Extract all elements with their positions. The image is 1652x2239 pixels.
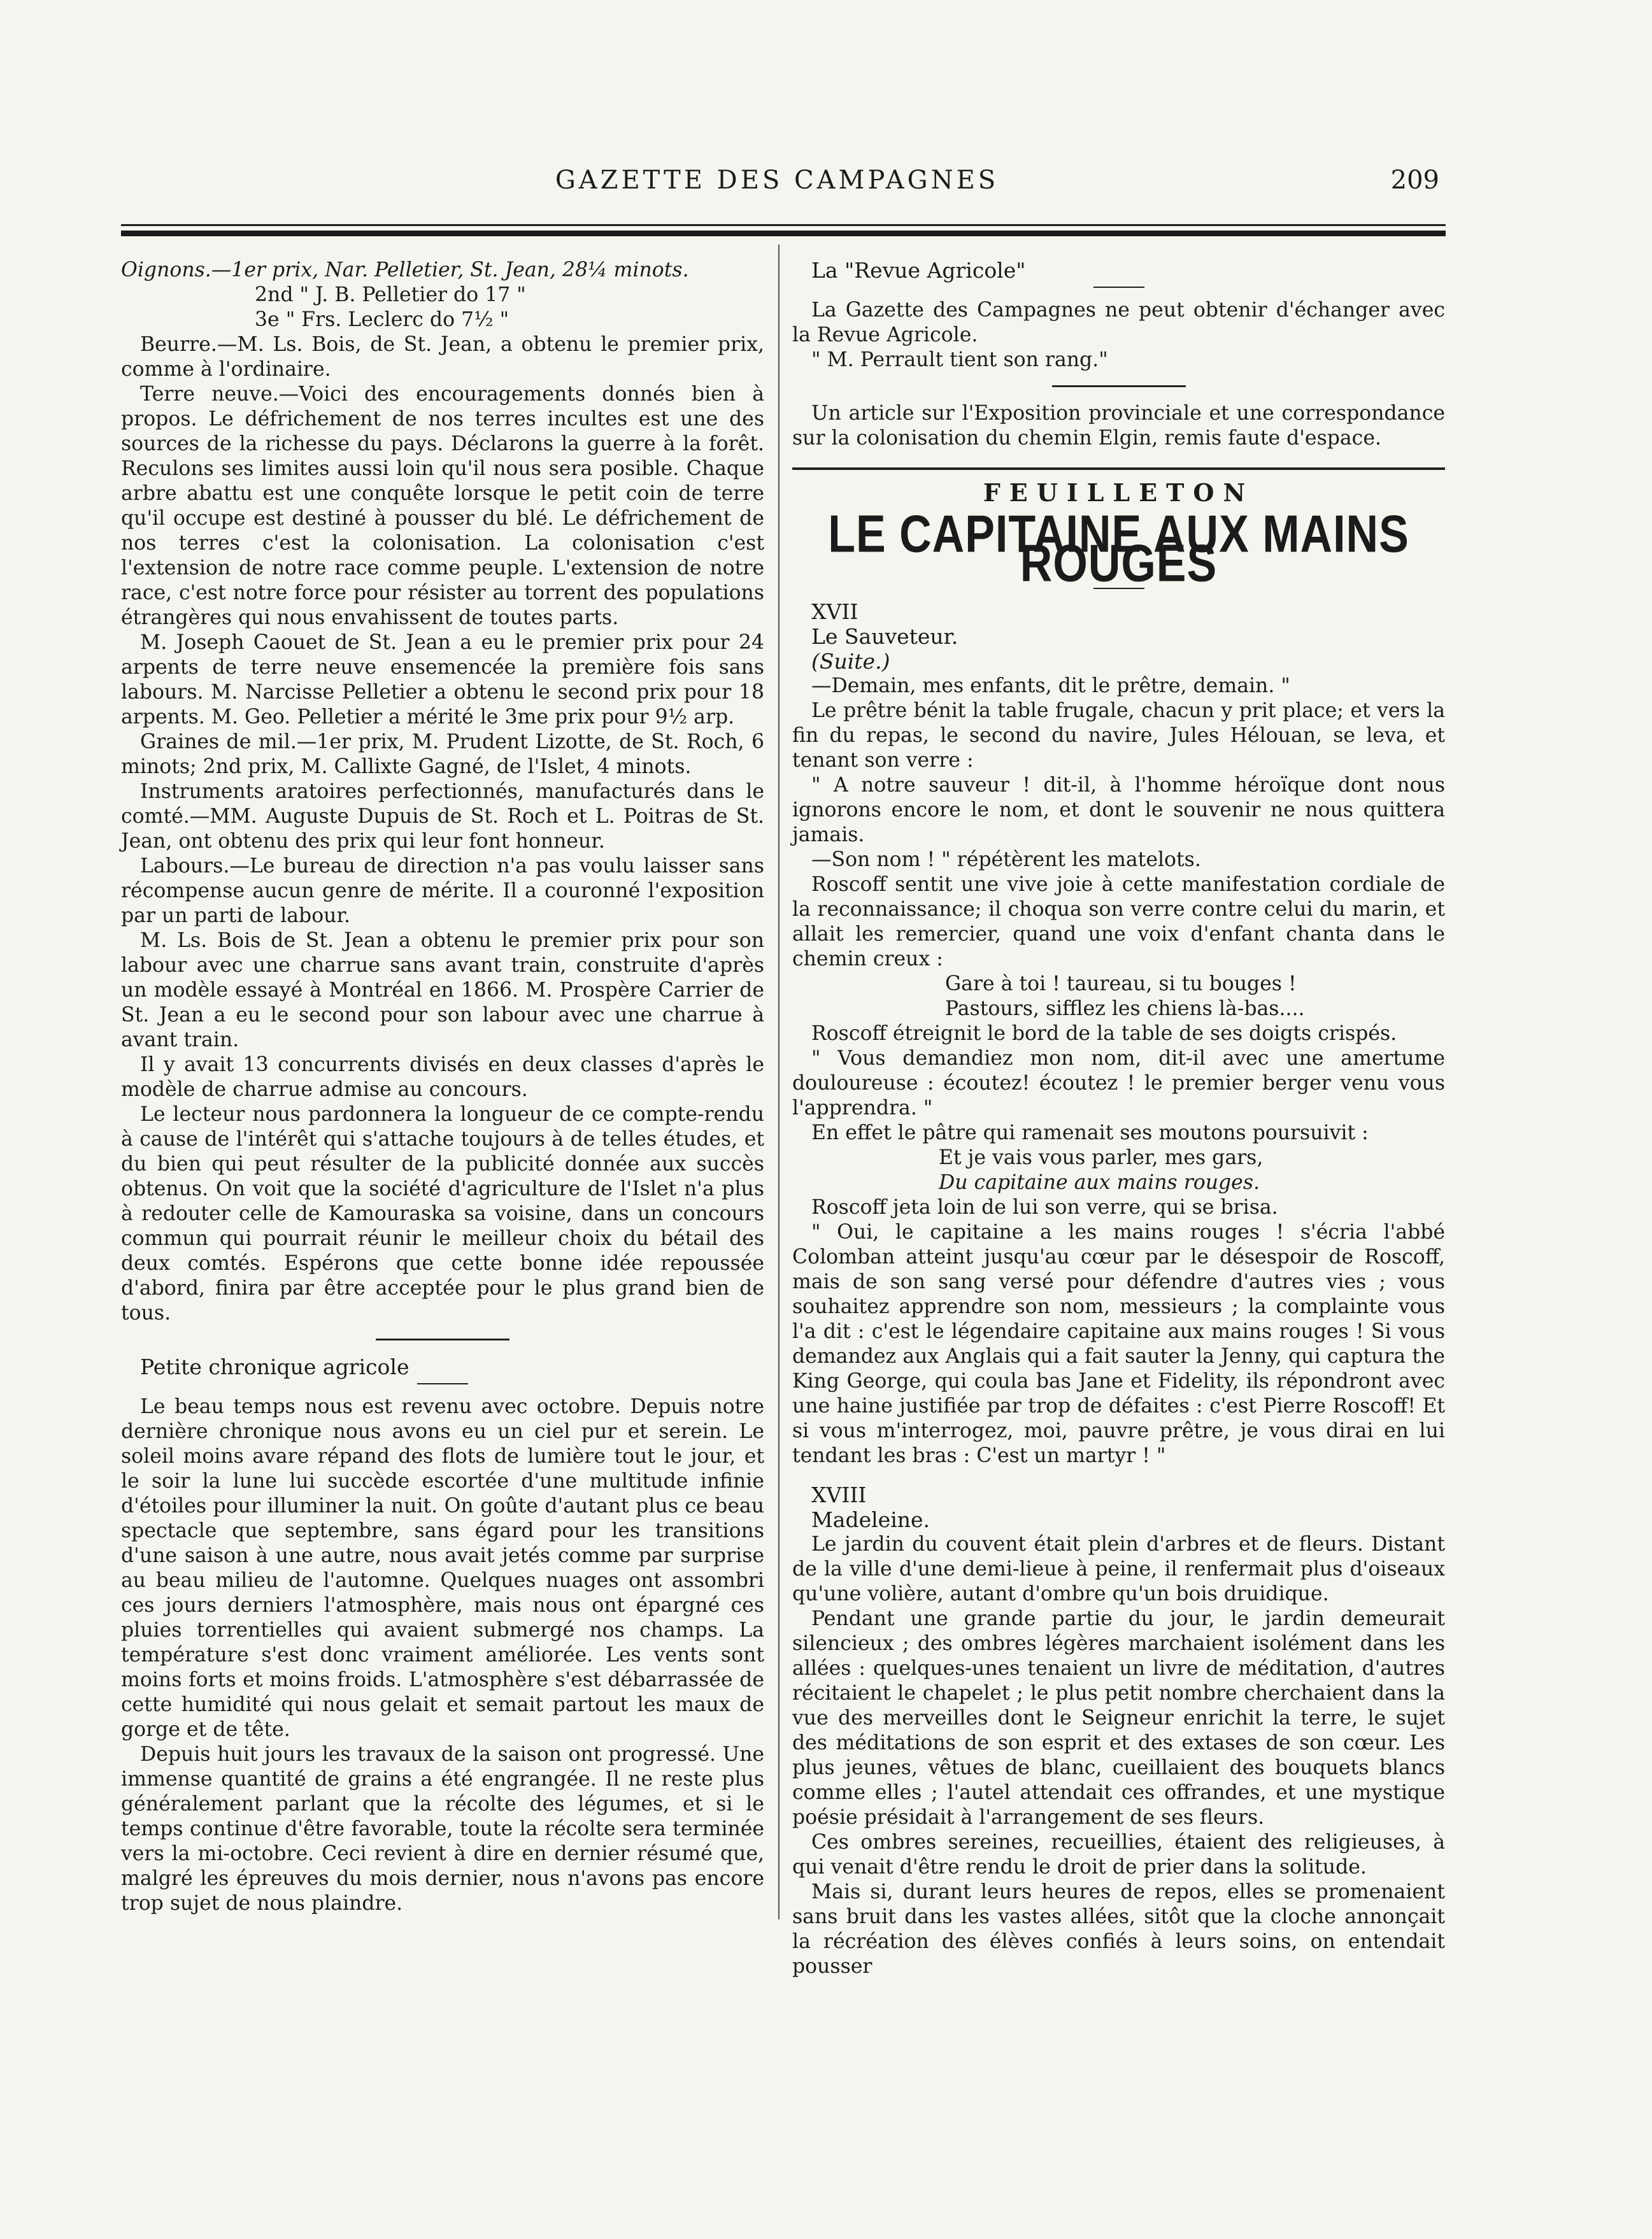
paragraph: En effet le pâtre qui ramenait ses moutons poursuivit : [811,1121,1369,1144]
paragraph: " Oui, le capitaine a les mains rouges ! s'écria l'abbé Colomban atteint jusqu'au cœur par le désespoir de Roscoff, mais de son sang versé pour défendre d'autres vies ; vous souhaitez apprendre son nom, messieurs ; la complainte vous l'a dit : c'est le légendaire capitaine aux mains rouges ! Si vous demandez aux Anglais qui a fait sauter la Jenny, qui captura the King George, qui coula bas Jane et Fidelity, ils répondront avec une haine justifiée par trop de défaites : c'est Pierre Roscoff! Et si vous m'interrogez, moi, pauvre prêtre, je vous dirai en lui tendant les bras : C'est un martyr ! " [792,1221,1445,1467]
paragraph: Le prêtre bénit la table frugale, chacun y prit place; et vers la fin du repas, le second du navire, Jules Hélouan, se leva, et tenant son verre : [792,699,1445,772]
section-heading: La "Revue Agricole" [811,258,1026,283]
paragraph: Il y avait 13 concurrents divisés en deux classes d'après le modèle de charrue admise au concours. [121,1053,764,1101]
paragraph: Pendant une grande partie du jour, le jardin demeurait silencieux ; des ombres légères marchaient isolément dans les allées : quelques-unes tenaient un livre de méditation, d'autres récitaient le chapelet ; le plus petit nombre cherchaient dans la vue des merveilles dont le Seigneur enrichit la terre, le sujet des méditations de son esprit et des extases de son cœur. Les plus jeunes, vêtues de blanc, cueillaient des bouquets blancs comme elles ; l'autel attendait ces offrandes, et une mystique poésie présidait à l'arrangement de ses fleurs. [792,1607,1445,1829]
paragraph: Le lecteur nous pardonnera la longueur de ce compte-rendu à cause de l'intérêt qui s'attache toujours à de telles études, et du bien qui peut résulter de la publicité donnée aux succès obtenus. On voit que la société d'agriculture de l'Islet n'a plus à redouter celle de Kamouraska sa voisine, dans un concours commun qui pourrait réunir le meilleur choix du bétail des deux comtés. Espérons que cette bonne idée repoussée d'abord, finira par être acceptée pour le plus grand bien de tous. [121,1103,764,1325]
paragraph: —Son nom ! " répétèrent les matelots. [811,848,1201,871]
page-number: 209 [1390,166,1439,195]
chapter-number: XVII [811,599,858,624]
paragraph: Graines de mil.—1er prix, M. Prudent Lizotte, de St. Roch, 6 minots; 2nd prix, M. Callixte Gagné, de l'Islet, 4 minots. [121,730,764,778]
paragraph: Roscoff étreignit le bord de la table de ses doigts crispés. [811,1022,1397,1045]
paragraph: " A notre sauveur ! dit-il, à l'homme héroïque dont nous ignorons encore le nom, et dont le souvenir ne nous quittera jamais. [792,774,1445,846]
paragraph: Terre neuve.—Voici des encouragements donnés bien à propos. Le défrichement de nos terres incultes est une des sources de la richesse du pays. Déclarons la guerre à la forêt. Reculons ses limites aussi loin qu'il nous sera posible. Chaque arbre abattu est une conquête lorsque le petit coin de terre qu'il occupe est destiné à pousser du blé. Le défrichement de nos terres c'est la colonisation. La colonisation c'est l'extension de notre race comme peuple. L'extension de notre race, c'est notre force pour résister au torrent des populations étrangères qui nous envahissent de toutes parts. [121,383,764,629]
paragraph: Mais si, durant leurs heures de repos, elles se promenaient sans bruit dans les vastes allées, sitôt que la cloche annonçait la récréation des élèves confiés à leurs soins, on entendait pousser [792,1880,1445,1978]
verse-line: Et je vais vous parler, mes gars, [939,1146,1264,1169]
heading-rule [417,1383,468,1384]
spacer [792,1468,1445,1482]
paragraph: La Gazette des Campagnes ne peut obtenir d'échanger avec la Revue Agricole. [792,299,1445,346]
feuilleton-label: FEUILLETON [983,478,1255,507]
page-header [115,160,1439,199]
section-heading: Petite chronique agricole [140,1354,409,1379]
paragraph: Ces ombres sereines, recueillies, étaient des religieuses, à qui venait d'être rendu le droit de prier dans la solitude. [792,1831,1445,1879]
paragraph: Le jardin du couvent était plein d'arbres et de fleurs. Distant de la ville d'une demi-lieue à peine, il renfermait plus d'oiseaux qu'une volière, autant d'ombre qu'un bois druidique. [792,1533,1445,1605]
chapter-title: Madeleine. [811,1507,930,1532]
paragraph: M. Ls. Bois de St. Jean a obtenu le premier prix pour son labour avec une charrue sans avant train, construite d'après un modèle essayé à Montréal en 1866. M. Prospère Carrier de St. Jean a eu le second pour son labour avec une charrue à avant train. [121,929,764,1051]
verse-line: Gare à toi ! taureau, si tu bouges ! [945,972,1297,995]
feuilleton-rule [792,467,1445,470]
paragraph: M. Joseph Caouet de St. Jean a eu le premier prix pour 24 arpents de terre neuve ensemencée la première fois sans labours. M. Narcisse Pelletier a obtenu le second prix pour 18 arpents. M. Geo. Pelletier a mérité le 3me prix pour 9½ arp. [121,631,764,729]
paragraph: Roscoff sentit une vive joie à cette manifestation cordiale de la reconnaissance; il choqua son verre contre celui du marin, et allait les remercier, quand une voix d'enfant chanta dans le chemin creux : [792,873,1445,970]
feuilleton-title: LE CAPITAINE AUX MAINS ROUGES [828,504,1409,593]
column-divider [778,245,780,1919]
chapter-title: Le Sauveteur. [811,624,958,649]
header-rule-thick [121,231,1446,236]
newspaper-title: GAZETTE DES CAMPAGNES [555,166,999,195]
section-separator [376,1339,509,1340]
paragraph: Oignons.—1er prix, Nar. Pelletier, St. Jean, 28¼ minots. [121,259,689,281]
paragraph: Depuis huit jours les travaux de la saison ont progressé. Une immense quantité de grains a été engrangée. Il ne reste plus généralement parlant que la récolte des légumes, et si le temps continue d'être favorable, toute la récolte sera terminée vers la mi-octobre. Ceci revient à dire en dernier résumé que, malgré les épreuves du mois dernier, nous n'avons pas encore trop sujet de nous plaindre. [121,1743,764,1915]
heading-rule [1093,287,1144,288]
header-rule-thin [121,224,1446,226]
notice: Un article sur l'Exposition provinciale et une correspondance sur la colonisation du chemin Elgin, remis faute d'espace. [792,402,1445,450]
paragraph: —Demain, mes enfants, dit le prêtre, demain. " [811,674,1290,697]
paragraph: Roscoff jeta loin de lui son verre, qui se brisa. [811,1196,1278,1219]
left-column [121,258,764,1916]
section-separator [1052,385,1186,387]
paragraph: 3e " Frs. Leclerc do 7½ " [255,308,509,331]
chapter-number: XVIII [811,1482,867,1507]
paragraph: 2nd " J. B. Pelletier do 17 " [255,283,526,306]
chapter-subtitle: (Suite.) [811,649,890,674]
verse-line: Du capitaine aux mains rouges. [939,1171,1260,1194]
verse-line: Pastours, sifflez les chiens là-bas.... [945,997,1305,1020]
paragraph: " M. Perrault tient son rang." [811,348,1108,371]
right-column [792,258,1445,1979]
paragraph: Labours.—Le bureau de direction n'a pas voulu laisser sans récompense aucun genre de mérite. Il a couronné l'exposition par un parti de labour. [121,855,764,927]
paragraph: " Vous demandiez mon nom, dit-il avec une amertume douloureuse : écoutez! écoutez ! le premier berger venu vous l'apprendra. " [792,1047,1445,1120]
paragraph: Beurre.—M. Ls. Bois, de St. Jean, a obtenu le premier prix, comme à l'ordinaire. [121,333,764,381]
paragraph: Instruments aratoires perfectionnés, manufacturés dans le comté.—MM. Auguste Dupuis de St. Roch et L. Poitras de St. Jean, ont obtenu des prix qui leur font honneur. [121,780,764,853]
paragraph: Le beau temps nous est revenu avec octobre. Depuis notre dernière chronique nous avons eu un ciel pur et serein. Le soleil moins avare répand des flots de lumière tout le jour, et le soir la lune lui succède escortée d'une multitude infinie d'étoiles pour illuminer la nuit. On goûte d'autant plus ce beau spectacle que septembre, sans égard pour les transitions d'une saison à une autre, nous avait jetés comme par surprise au beau milieu de l'automne. Quelques nuages ont assombri ces jours derniers l'atmosphère, mais nous ont épargné ces pluies torrentielles qui avaient submergé nos champs. La température s'est donc vraiment améliorée. Les vents sont moins forts et moins froids. L'atmosphère s'est débarrassée de cette humidité qui nous gelait et semait partout les maux de gorge et de tête. [121,1395,764,1741]
